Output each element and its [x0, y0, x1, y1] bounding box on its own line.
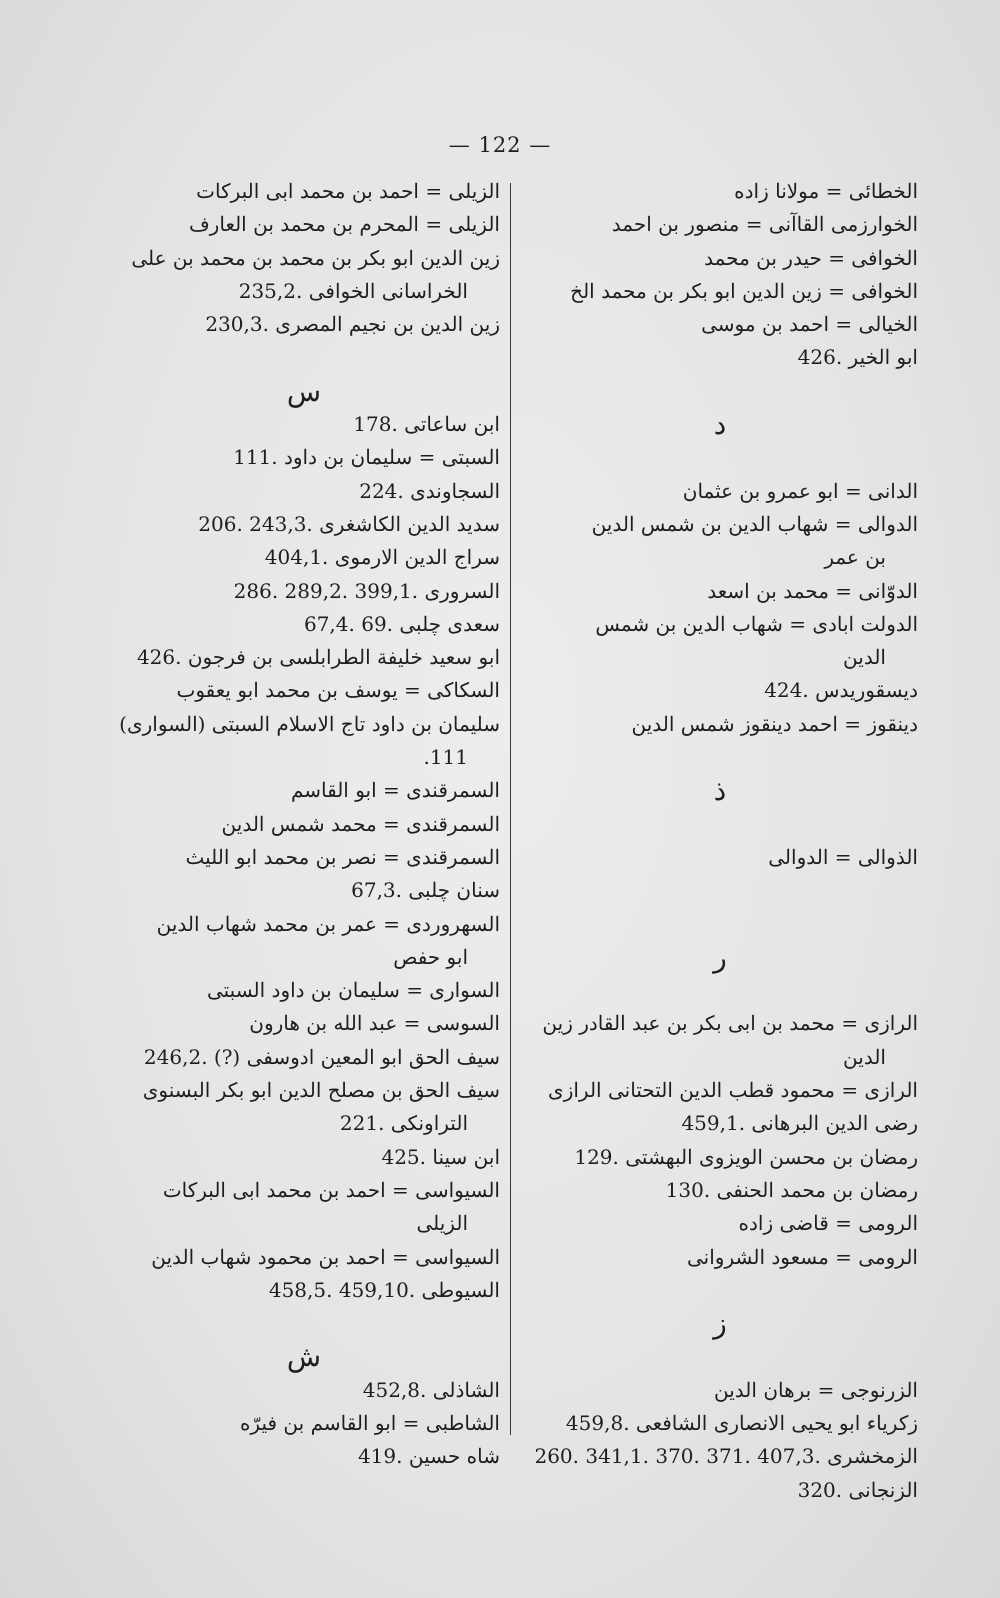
index-entry: الدوّانى = محمد بن اسعد: [707, 578, 918, 603]
index-entry: سعدى چلبى .69 .67,4: [303, 611, 500, 636]
spacer: [108, 341, 500, 374]
index-entry: الشاطبى = ابو القاسم بن فيرّه: [239, 1410, 500, 1435]
index-entry: سديد الدين الكاشغرى .243,3 .206: [198, 511, 500, 536]
index-entry: سيف الحق ابو المعين ادوسفى (?) .246,2: [143, 1044, 500, 1069]
index-entry: الخوافى = حيدر بن محمد: [704, 245, 918, 270]
index-entry: السيواسى = احمد بن محمود شهاب الدين: [151, 1244, 500, 1269]
index-entry: الخيالى = احمد بن موسى: [701, 312, 918, 337]
section-letter-heading: د: [713, 408, 727, 442]
index-entry-continuation: الدين: [843, 1044, 886, 1069]
index-entry-continuation: 111.: [423, 745, 468, 770]
section-letter-heading: س: [286, 374, 322, 408]
index-entry: السجاوندى .224: [359, 478, 500, 503]
index-entry: الزمخشرى .407,3 .371 .370 .341,1 .260: [534, 1444, 918, 1469]
index-entry: ابن سينا .425: [381, 1144, 500, 1169]
index-entry: الرازى = محمود قطب الدين التحتانى الرازى: [548, 1078, 918, 1103]
index-entry: سنان چلبى .67,3: [351, 878, 500, 903]
index-entry: الرومى = مسعود الشروانى: [687, 1244, 918, 1269]
spacer: [522, 441, 918, 474]
index-entry: السيوطى .459,10 .458,5: [268, 1277, 500, 1302]
index-entry: رمضان بن محسن الويزوى البهشتى .129: [574, 1144, 918, 1169]
index-entry: رضى الدين البرهانى .459,1: [681, 1111, 918, 1136]
index-entry: ابن ساعاتى .178: [353, 412, 500, 437]
index-entry: السيواسى = احمد بن محمد ابى البركات: [162, 1177, 500, 1202]
spacer: [522, 974, 918, 1007]
spacer: [522, 874, 918, 907]
index-entry: السهروردى = عمر بن محمد شهاب الدين: [156, 911, 500, 936]
index-entry: رمضان بن محمد الحنفى .130: [665, 1177, 918, 1202]
index-entry: ابو الخير .426: [797, 345, 918, 370]
index-entry: الرومى = قاضى زاده: [738, 1211, 918, 1236]
index-entry: زين الدين ابو بكر بن محمد بن محمد بن على: [131, 245, 500, 270]
index-entry: الذوالى = الدوالى: [768, 844, 918, 869]
index-entry: دينقوز = احمد دينقوز شمس الدين: [631, 711, 918, 736]
index-entry: السوارى = سليمان بن داود السبتى: [206, 978, 500, 1003]
index-entry: الدانى = ابو عمرو بن عثمان: [682, 478, 918, 503]
index-entry: الخطائى = مولانا زاده: [734, 179, 918, 203]
index-entry-continuation: ابو حفص: [393, 944, 468, 969]
index-entry: السمرقندى = نصر بن محمد ابو الليث: [185, 844, 500, 869]
index-entry: الخوارزمى القاآنى = منصور بن احمد: [611, 212, 918, 237]
index-entry: الرازى = محمد بن ابى بكر بن عبد القادر زين: [542, 1011, 918, 1036]
page-number: — 122 —: [448, 133, 552, 157]
index-entry: ابو سعيد خليفة الطرابلسى بن فرجون .426: [136, 645, 500, 670]
index-entry: السكاكى = يوسف بن محمد ابو يعقوب: [176, 678, 500, 703]
spacer: [522, 1274, 918, 1307]
section-letter-heading: ر: [713, 940, 727, 974]
index-entry: السرورى .399,1 .289,2 .286: [233, 578, 500, 603]
index-entry: سراج الدين الارموى .404,1: [264, 545, 500, 570]
index-entry: السمرقندى = ابو القاسم: [290, 778, 500, 803]
spacer: [522, 1340, 918, 1373]
index-entry: السمرقندى = محمد شمس الدين: [221, 811, 500, 836]
index-entry-continuation: الزيلى: [416, 1211, 468, 1236]
index-entry-continuation: التراونكى .221: [339, 1111, 468, 1136]
index-entry: السوسى = عبد الله بن هارون: [249, 1011, 500, 1036]
index-entry: سيف الحق بن مصلح الدين ابو بكر البسنوى: [142, 1078, 500, 1103]
spacer: [522, 741, 918, 774]
index-entry-continuation: الخراسانى الخوافى .235,2: [238, 278, 468, 303]
index-entry: سليمان بن داود تاج الاسلام السبتى (السوارى): [119, 711, 500, 736]
index-column-right: [522, 175, 918, 1507]
index-entry: الشاذلى .452,8: [362, 1377, 500, 1402]
spacer: [522, 908, 918, 941]
section-letter-heading: ز: [713, 1307, 727, 1341]
section-letter-heading: ذ: [713, 774, 727, 808]
index-entry: السبتى = سليمان بن داود .111: [233, 445, 500, 470]
index-entry: شاه حسين .419: [357, 1444, 500, 1469]
index-entry: الزرنوجى = برهان الدين: [714, 1377, 918, 1402]
index-entry-continuation: الدين: [843, 645, 886, 670]
index-entry: زين الدين بن نجيم المصرى .230,3: [205, 312, 500, 337]
index-entry: الدولت ابادى = شهاب الدين بن شمس: [595, 611, 918, 636]
index-entry-continuation: بن عمر: [824, 545, 886, 570]
spacer: [108, 1307, 500, 1340]
spacer: [522, 375, 918, 408]
index-entry: الزنجانى .320: [797, 1477, 918, 1502]
index-entry: الزيلى = المحرم بن محمد بن العارف: [188, 212, 500, 237]
index-entry: ديسقوريدس .424: [764, 678, 918, 703]
column-divider: [510, 183, 511, 1435]
section-letter-heading: ش: [286, 1340, 322, 1374]
index-entry: الدوالى = شهاب الدين بن شمس الدين: [591, 511, 918, 536]
index-entry: الزيلى = احمد بن محمد ابى البركات: [196, 179, 500, 203]
index-column-left: [108, 175, 500, 1474]
spacer: [522, 808, 918, 841]
index-entry: الخوافى = زين الدين ابو بكر بن محمد الخ: [570, 278, 918, 303]
index-entry: زكرياء ابو يحيى الانصارى الشافعى .459,8: [565, 1410, 918, 1435]
